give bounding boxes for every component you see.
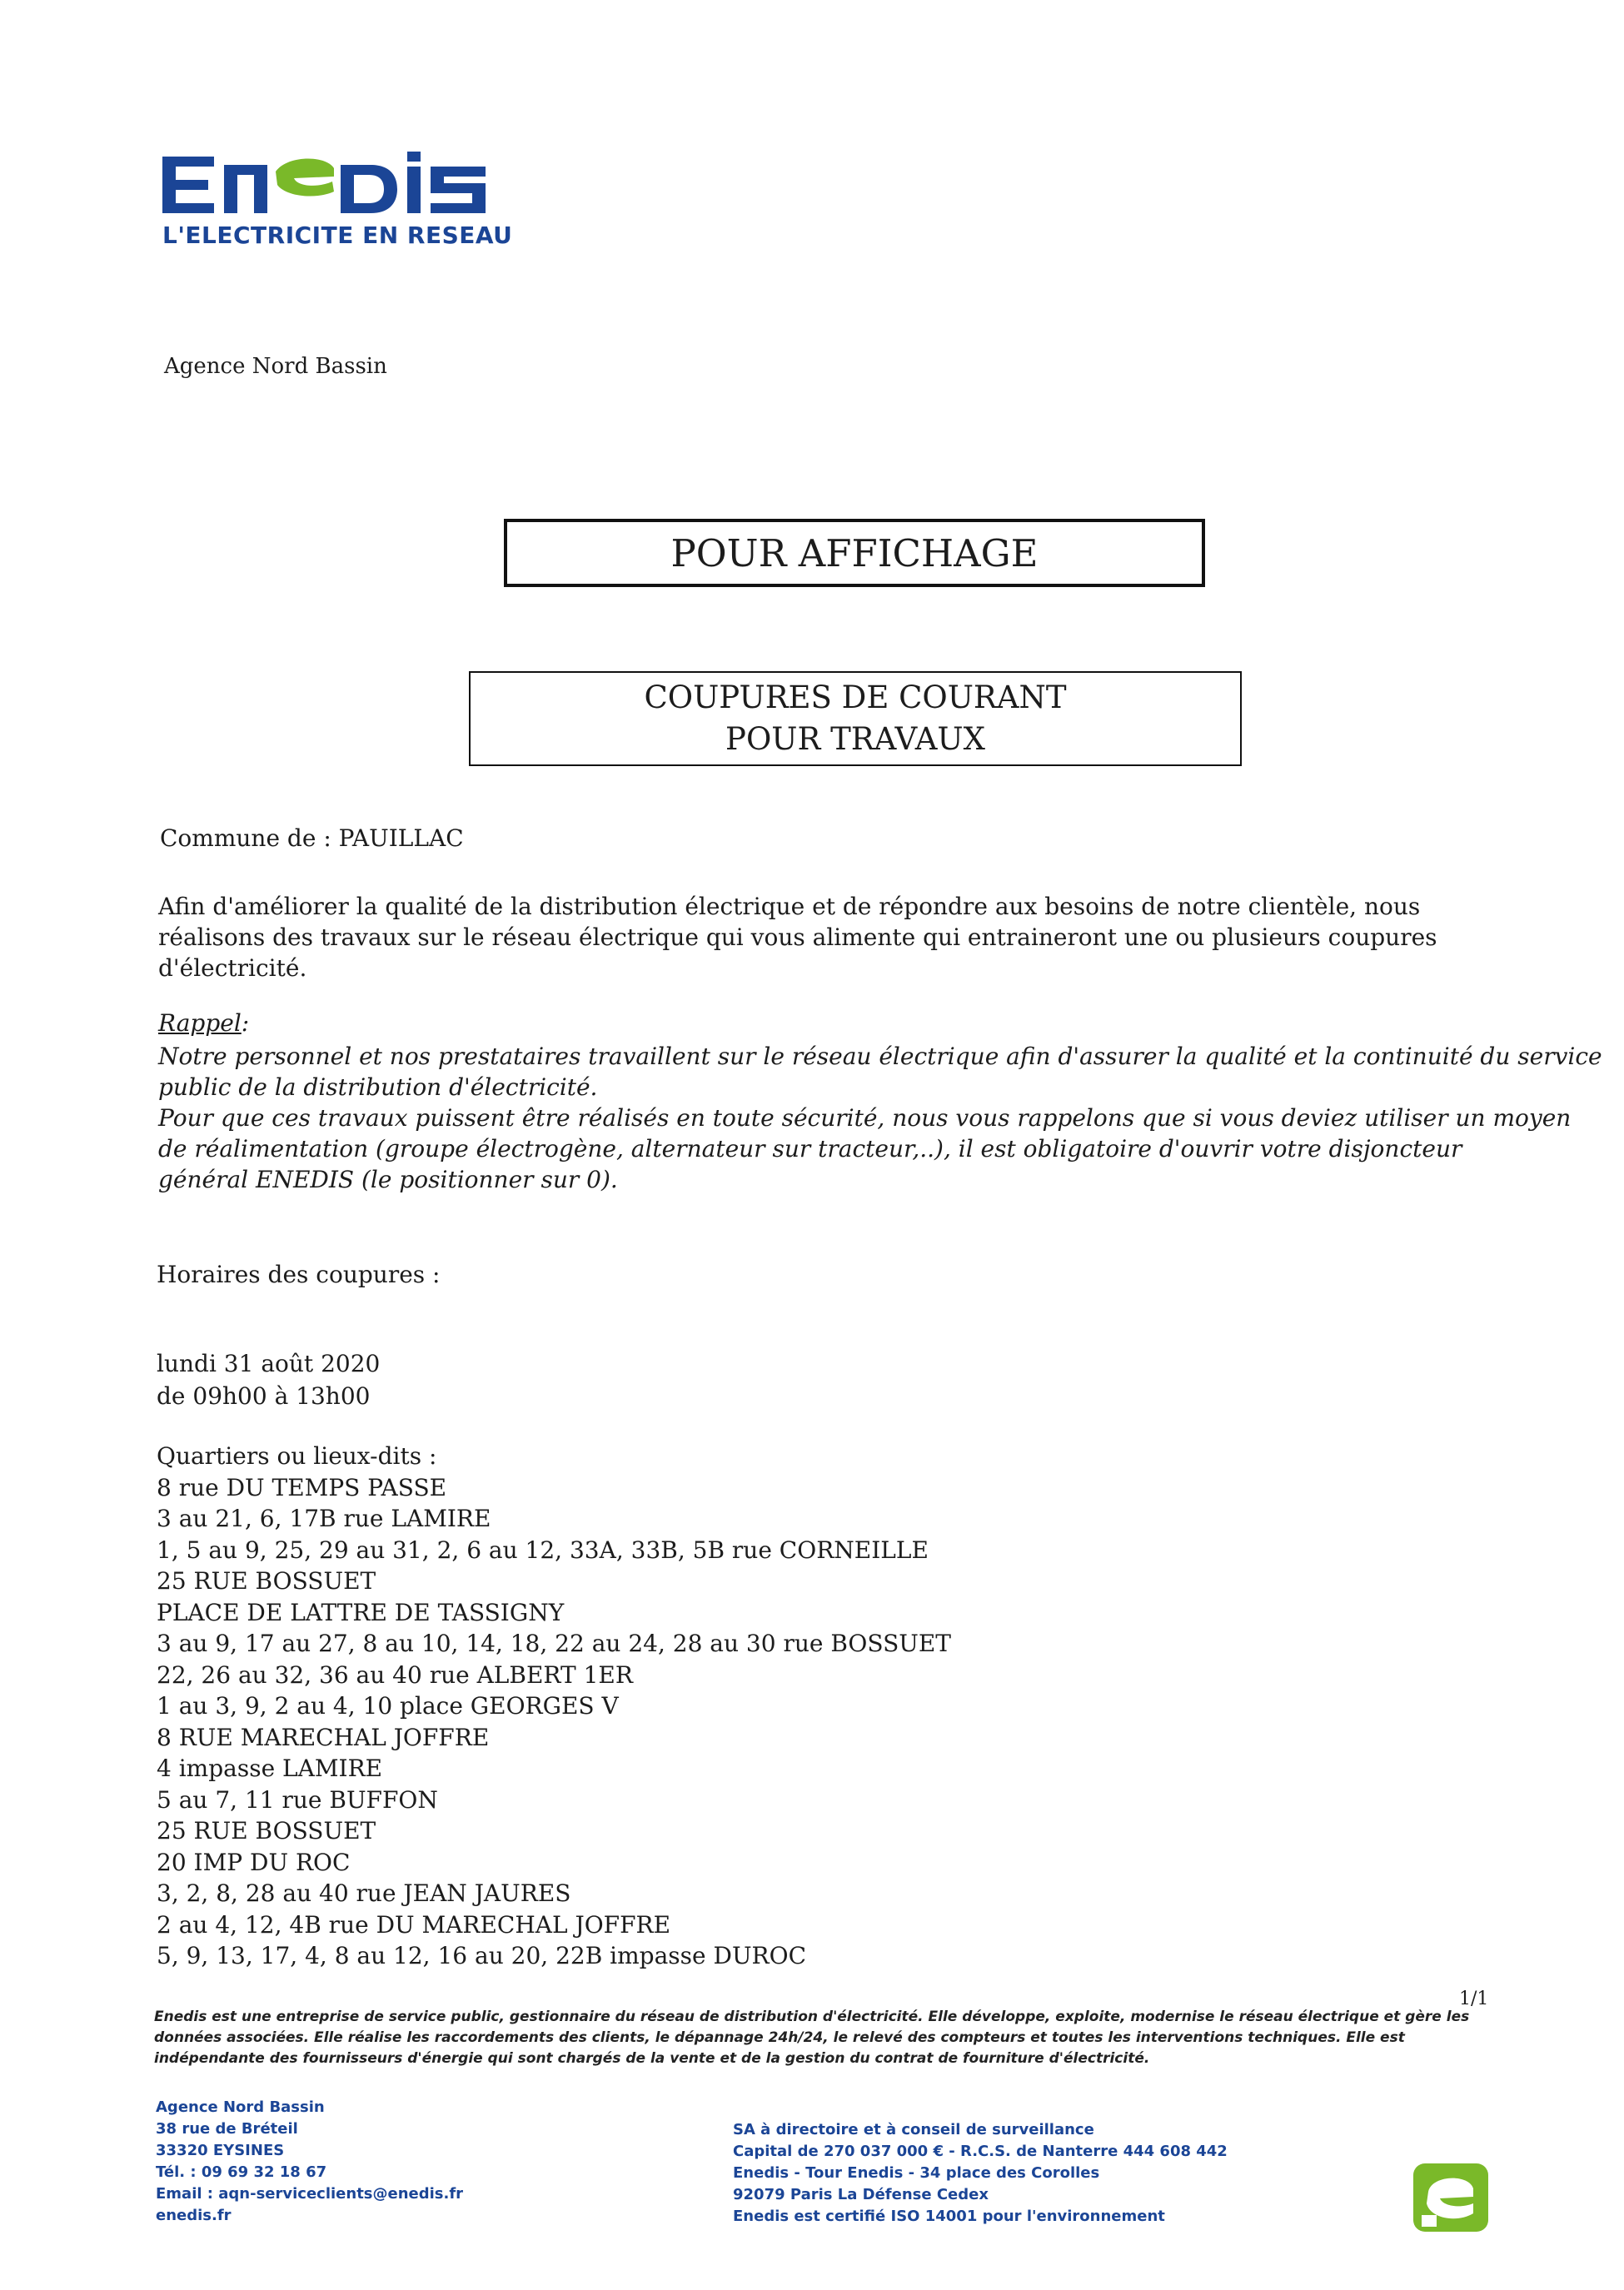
list-item: 25 RUE BOSSUET [157, 1817, 376, 1844]
list-item: 8 RUE MARECHAL JOFFRE [157, 1723, 490, 1751]
enedis-logo [162, 150, 512, 249]
list-item: 3, 2, 8, 28 au 40 rue JEAN JAURES [157, 1879, 571, 1907]
list-item: 1, 5 au 9, 25, 29 au 31, 2, 6 au 12, 33A, 33B, 5B rue CORNEILLE [157, 1536, 929, 1564]
list-item: 5 au 7, 11 rue BUFFON [157, 1785, 438, 1814]
coupures-title-line1: COUPURES DE COURANT [644, 680, 1067, 715]
list-item: PLACE DE LATTRE DE TASSIGNY [157, 1598, 565, 1626]
footer-legal [733, 2119, 1228, 2228]
rappel-heading-text: Rappel [158, 1009, 242, 1037]
list-item: 25 RUE BOSSUET [157, 1567, 376, 1595]
quartiers-list [157, 1441, 951, 1972]
rappel-line: Pour que ces travaux puissent être réalisés en toute sécurité, nous vous rappelons que si vous deviez utiliser un moyen [158, 1104, 1572, 1132]
rappel-line: Notre personnel et nos prestataires travaillent sur le réseau électrique afin d'assurer la qualité et la continuité du service [158, 1043, 1602, 1070]
coupure-date: lundi 31 août 2020 [157, 1350, 381, 1377]
coupure-time: de 09h00 à 13h00 [157, 1382, 371, 1410]
enedis-wordmark [162, 150, 512, 217]
page-number: 1/1 [1459, 1989, 1489, 2009]
rappel-heading-colon: : [241, 1009, 250, 1037]
quartiers-label: Quartiers ou lieux-dits : [157, 1442, 437, 1470]
list-item: 2 au 4, 12, 4B rue DU MARECHAL JOFFRE [157, 1910, 671, 1939]
list-item: 22, 26 au 32, 36 au 40 rue ALBERT 1ER [157, 1660, 633, 1689]
footer-note: Enedis est une entreprise de service public, gestionnaire du réseau de distribution d'électricité. Elle développe, exploite, modernise le réseau électrique et gère les données associées. Elle réalise les raccordements des clients, le dépannage 24h/24, le relevé des compteurs et toutes les interventions techniques. Elle est indépendante des fournisseurs d'énergie qui sont chargés de la vente et de la gestion du contrat de fourniture d'électricité. [154, 2009, 1470, 2067]
list-item: 8 rue DU TEMPS PASSE [157, 1473, 447, 1501]
rappel-paragraph [158, 1041, 1602, 1195]
list-item: 5, 9, 13, 17, 4, 8 au 12, 16 au 20, 22B impasse DUROC [157, 1942, 807, 1969]
list-item: 3 au 9, 17 au 27, 8 au 10, 14, 18, 22 au 24, 28 au 30 rue BOSSUET [157, 1630, 951, 1657]
address-line: Agence Nord Bassin [156, 2098, 325, 2116]
intro-paragraph: Afin d'améliorer la qualité de la distribution électrique et de répondre aux besoins de notre clientèle, nous réalisons des travaux sur le réseau électrique qui vous alimente qui entraineront une ou plusieurs coupures d'électricité. [158, 893, 1437, 982]
coupures-box [469, 671, 1242, 766]
commune-line: Commune de : PAUILLAC [160, 824, 464, 852]
rappel-line: public de la distribution d'électricité. [158, 1073, 598, 1101]
agence-name: Agence Nord Bassin [164, 354, 387, 379]
address-line: Tél. : 09 69 32 18 67 [156, 2163, 327, 2181]
rappel-heading [158, 1008, 249, 1038]
legal-line: 92079 Paris La Défense Cedex [733, 2186, 989, 2203]
legal-line: Capital de 270 037 000 € - R.C.S. de Nanterre 444 608 442 [733, 2143, 1228, 2160]
coupures-title-line2: POUR TRAVAUX [725, 721, 985, 757]
footer-address [156, 2097, 463, 2227]
horaires-label: Horaires des coupures : [157, 1261, 441, 1288]
logo-tagline: L'ELECTRICITE EN RESEAU [162, 222, 513, 249]
rappel-line: de réalimentation (groupe électrogène, alternateur sur tracteur,..), il est obligatoire d'ouvrir votre disjoncteur [158, 1135, 1462, 1162]
pour-affichage-box [504, 519, 1205, 587]
address-line: 38 rue de Bréteil [156, 2120, 298, 2138]
legal-line: Enedis - Tour Enedis - 34 place des Corolles [733, 2164, 1100, 2182]
list-item: 3 au 21, 6, 17B rue LAMIRE [157, 1505, 491, 1532]
list-item: 4 impasse LAMIRE [157, 1755, 383, 1782]
legal-line: Enedis est certifié ISO 14001 pour l'environnement [733, 2208, 1165, 2225]
legal-line: SA à directoire et à conseil de surveillance [733, 2121, 1094, 2138]
enedis-symbol-icon [1413, 2163, 1488, 2235]
pour-affichage-title: POUR AFFICHAGE [670, 530, 1039, 575]
email-link[interactable]: Email : aqn-serviceclients@enedis.fr [156, 2185, 464, 2203]
website-link[interactable]: enedis.fr [156, 2207, 232, 2224]
list-item: 1 au 3, 9, 2 au 4, 10 place GEORGES V [157, 1692, 619, 1720]
list-item: 20 IMP DU ROC [157, 1848, 351, 1876]
rappel-line: général ENEDIS (le positionner sur 0). [158, 1166, 618, 1193]
coupure-schedule [157, 1347, 380, 1412]
address-line: 33320 EYSINES [156, 2142, 285, 2159]
